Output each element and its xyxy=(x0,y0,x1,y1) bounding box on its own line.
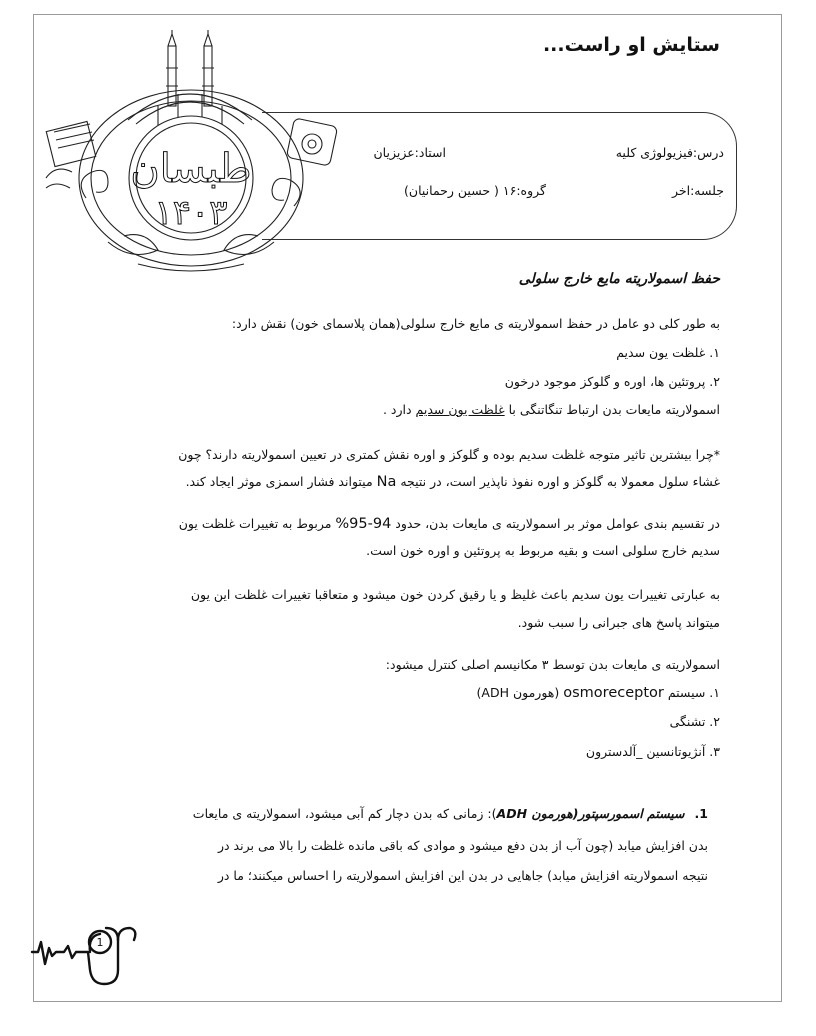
stethoscope-icon xyxy=(30,912,140,1002)
m1-text-a: ۱. سیستم xyxy=(663,685,720,700)
question-text-b: میتواند فشار اسمزی موثر ایجاد کند. xyxy=(185,474,377,489)
paragraph-1-line-1 xyxy=(179,516,720,532)
p1-percent: %95-94 xyxy=(335,516,392,532)
session-field: جلسه:اخر xyxy=(671,183,724,198)
relation-sentence xyxy=(383,402,720,417)
paragraph-1-line-2: سدیم خارج سلولی است و بقیه مربوط به پروتئین و اوره خون است. xyxy=(366,543,720,558)
praise-heading: ستایش او راست... xyxy=(542,34,720,56)
subsection-1-line-2: بدن افزایش میابد (چون آب از بدن دفع میشود و موادی که باقی مانده غلظت را بالا می برند در xyxy=(217,838,708,853)
m1-text-b: (هورمون ADH) xyxy=(476,685,564,700)
mechanism-item-1 xyxy=(477,685,720,701)
emblem-year: ۱۴۰۳ xyxy=(154,193,228,233)
m1-term: osmoreceptor xyxy=(563,685,664,701)
sodium-symbol: Na xyxy=(376,474,397,490)
mechanism-item-2: ۲. تشنگی xyxy=(669,714,720,729)
factor-item-2: ۲. پروتئین ها، اوره و گلوکز موجود درخون xyxy=(504,374,720,389)
group-field: گروه:۱۶ ( حسین رحمانیان) xyxy=(404,183,546,198)
subsection-text: ): زمانی که بدن دچار کم آبی میشود، اسمولاریته ی مایعات xyxy=(192,806,497,821)
subsection-1-line-3: نتیجه اسمولاریته افزایش میابد) جاهایی در بدن این افزایش اسمولاریته را احساس میکنند؛ ما در xyxy=(217,868,708,883)
course-field: درس:فیزیولوژی کلیه xyxy=(615,145,724,160)
question-text-a: غشاء سلول معمولا به گلوکز و اوره نفوذ ناپذیر است، در نتیجه xyxy=(396,474,720,489)
page-number: 1 xyxy=(96,936,104,949)
emblem-script: طبسان xyxy=(130,146,252,192)
subsection-title: سیستم اسمورسپتور(هورمون ADH xyxy=(496,806,685,821)
control-intro: اسمولاریته ی مایعات بدن توسط ۳ مکانیسم اصلی کنترل میشود: xyxy=(385,657,720,672)
p1-text-b: مربوط به تغییرات غلظت یون xyxy=(178,516,336,531)
section-title: حفظ اسمولاریته مایع خارج سلولی xyxy=(518,271,720,287)
paragraph-2-line-2: میتواند پاسخ های جبرانی را سبب شود. xyxy=(517,615,720,630)
question-line-2 xyxy=(186,474,720,490)
relation-text-b: دارد . xyxy=(382,402,416,417)
p1-text-a: در تقسیم بندی عوامل موثر بر اسمولاریته ی مایعات بدن، حدود xyxy=(391,516,720,531)
relation-underline: غلظت یون سدیم xyxy=(415,402,505,417)
tabasan-emblem xyxy=(28,28,353,276)
relation-text-a: اسمولاریته مایعات بدن ارتباط تنگاتنگی با xyxy=(504,402,720,417)
intro-text: به طور کلی دو عامل در حفظ اسمولاریته ی مایع خارج سلولی(همان پلاسمای خون) نقش دارد: xyxy=(231,316,720,331)
subsection-1-line-1 xyxy=(193,806,708,821)
subsection-number: 1. xyxy=(694,806,708,821)
question-line-1: *چرا بیشترین تاثیر متوجه غلظت سدیم بوده و گلوکز و اوره نقش کمتری در تعیین اسمولاریته دارند؟ چون xyxy=(178,447,720,462)
factor-item-1: ۱. غلظت یون سدیم xyxy=(616,345,720,360)
teacher-field: استاد:عزیزیان xyxy=(373,145,446,160)
mechanism-item-3: ۳. آنژیوتانسین _آلدسترون xyxy=(585,744,720,759)
paragraph-2-line-1: به عبارتی تغییرات یون سدیم باعث غلیظ و یا رقیق کردن خون میشود و متعاقبا تغییرات غلظت این یون xyxy=(190,587,720,602)
